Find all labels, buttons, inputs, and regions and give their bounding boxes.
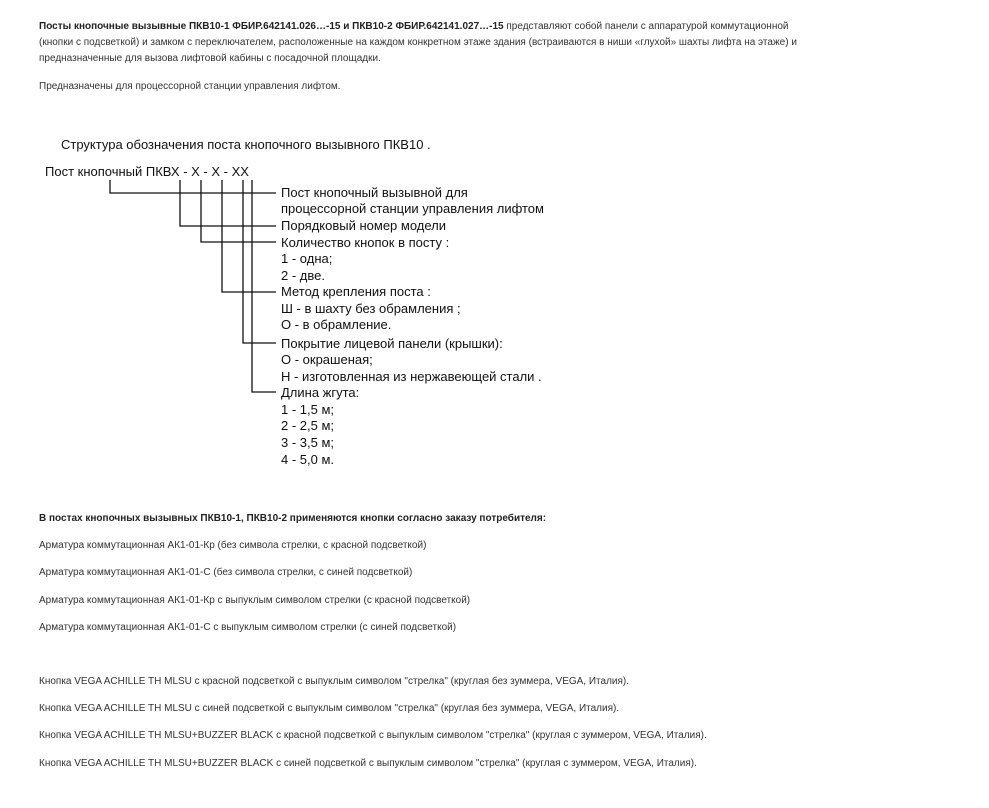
purpose-paragraph: Предназначены для процессорной станции управления лифтом. <box>39 81 341 92</box>
buttons-heading: В постах кнопочных вызывных ПКВ10-1, ПКВ10-2 применяются кнопки согласно заказу потребителя: <box>39 513 547 524</box>
diagram-line: О - в обрамление. <box>281 317 392 332</box>
diagram-line: Длина жгута: <box>281 385 360 400</box>
diagram-title: Структура обозначения поста кнопочного вызывного ПКВ10 . <box>61 137 431 152</box>
diagram-line: Порядковый номер модели <box>281 218 447 233</box>
intro-paragraph <box>39 19 799 67</box>
diagram-line: Метод крепления поста : <box>281 284 431 299</box>
vega-button-item: Кнопка VEGA ACHILLE TH MLSU+BUZZER BLACK с красной подсветкой с выпуклым символом "стрелка" (круглая с зуммером, VEGA, Италия). <box>39 730 707 741</box>
armatura-item: Арматура коммутационная АК1-01-Кр (без символа стрелки, с красной подсветкой) <box>39 540 427 551</box>
diagram-line: Пост кнопочный вызывной для <box>281 185 468 200</box>
connector-model-name <box>110 180 276 193</box>
connector-harness <box>252 180 276 392</box>
vega-button-item: Кнопка VEGA ACHILLE TH MLSU+BUZZER BLACK с синей подсветкой с выпуклым символом "стрелка" (круглая с зуммером, VEGA, Италия). <box>39 758 697 769</box>
vega-button-item: Кнопка VEGA ACHILLE TH MLSU с красной подсветкой с выпуклым символом "стрелка" (круглая без зуммера, VEGA, Италия). <box>39 676 630 687</box>
designation-structure-diagram <box>0 130 620 480</box>
diagram-line: О - окрашеная; <box>281 352 373 367</box>
armatura-item: Арматура коммутационная АК1-01-С (без символа стрелки, с синей подсветкой) <box>39 567 413 578</box>
vega-button-item: Кнопка VEGA ACHILLE TH MLSU с синей подсветкой с выпуклым символом "стрелка" (круглая без зуммера, VEGA, Италия). <box>39 703 620 714</box>
diagram-line: 3 - 3,5 м; <box>281 435 335 450</box>
armatura-item: Арматура коммутационная АК1-01-С с выпуклым символом стрелки (с синей подсветкой) <box>39 622 457 633</box>
connector-button-count <box>201 180 276 242</box>
diagram-line: процессорной станции управления лифтом <box>281 201 544 216</box>
diagram-line: Ш - в шахту без обрамления ; <box>281 301 461 316</box>
diagram-code: Пост кнопочный ПКВХ - Х - Х - ХХ <box>45 164 249 179</box>
diagram-line: 1 - 1,5 м; <box>281 402 335 417</box>
connector-model-number <box>180 180 276 226</box>
diagram-line: 2 - две. <box>281 268 325 283</box>
connector-mounting <box>222 180 276 292</box>
diagram-line: 2 - 2,5 м; <box>281 418 335 433</box>
diagram-line: 1 - одна; <box>281 251 333 266</box>
intro-description: представляют собой панели с аппаратурой коммутационной (кнопки с подсветкой) и замком с переключателем, расположенные на каждом конкретном этаже здания (встраиваются в ниши «глухой» шахты лифта на этаже) и предназначенные для вызова лифтовой кабины с посадочной площадки. <box>39 21 797 64</box>
diagram-line: Количество кнопок в посту : <box>281 235 450 250</box>
diagram-line: Н - изготовленная из нержавеющей стали . <box>281 369 542 384</box>
diagram-line: 4 - 5,0 м. <box>281 452 335 467</box>
armatura-item: Арматура коммутационная АК1-01-Кр с выпуклым символом стрелки (с красной подсветкой) <box>39 595 471 606</box>
intro-bold-title: Посты кнопочные вызывные ПКВ10-1 ФБИР.642141.026…-15 и ПКВ10-2 ФБИР.642141.027…-15 <box>39 21 504 32</box>
diagram-line: Покрытие лицевой панели (крышки): <box>281 336 503 351</box>
connector-coating <box>243 180 276 343</box>
